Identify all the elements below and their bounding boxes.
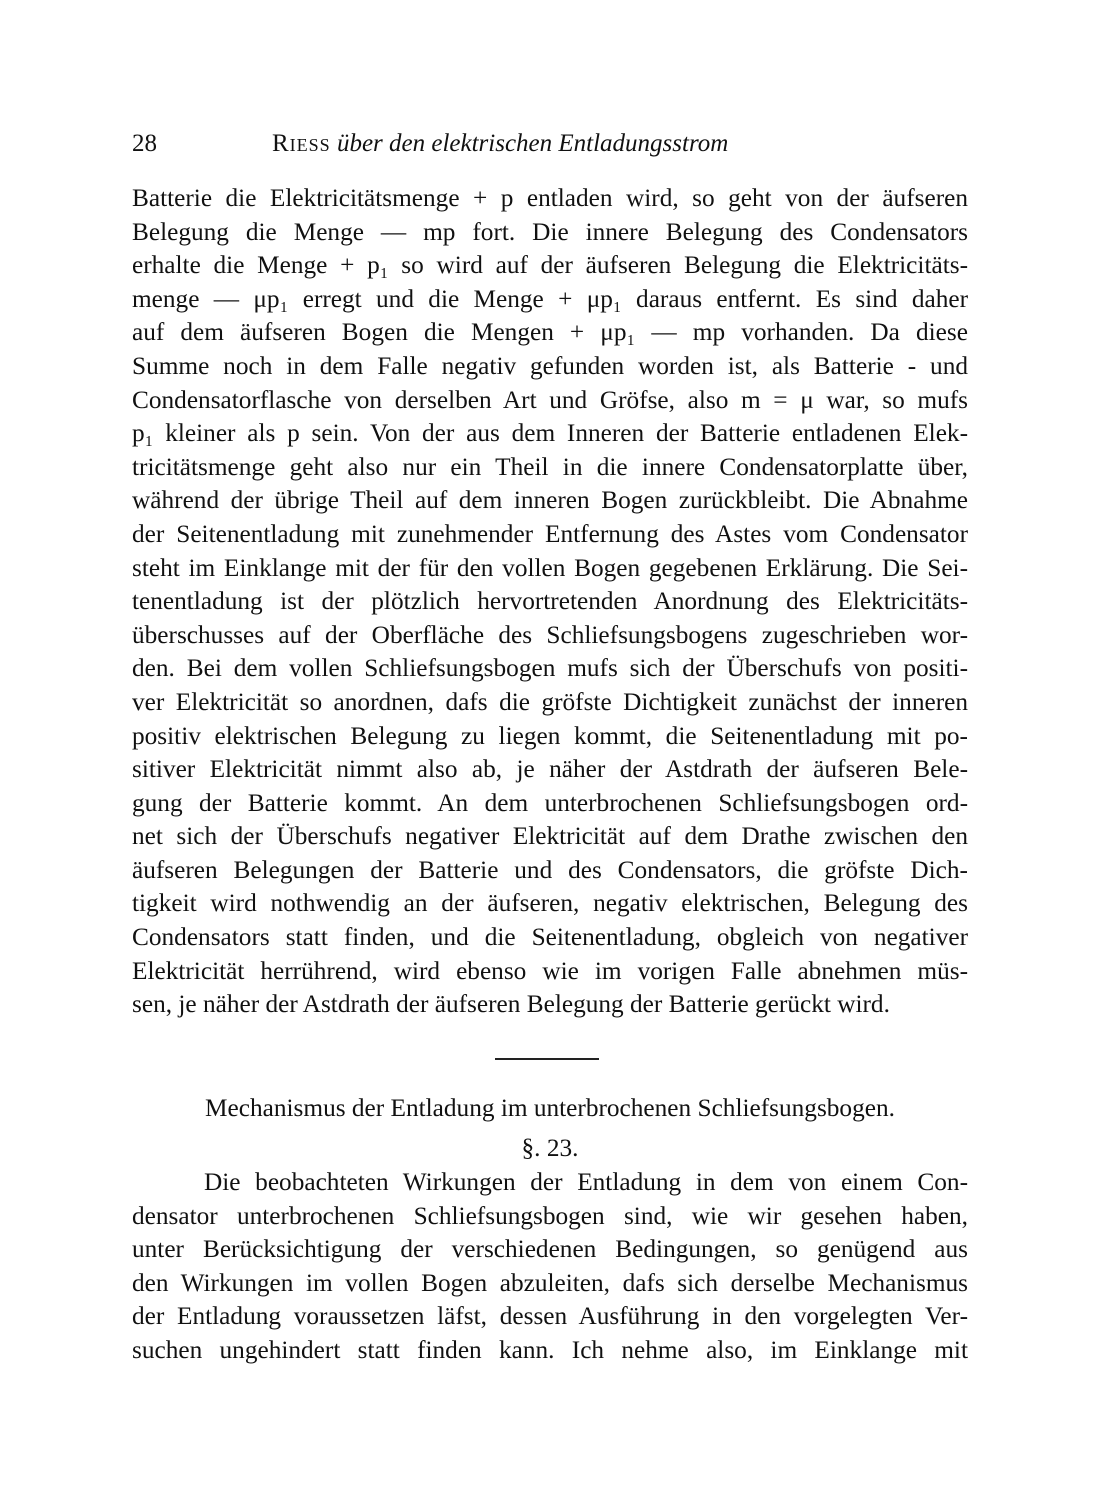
text-line: densator unterbrochenen Schliefsungsbogen sind, wie wir gesehen haben, (132, 1201, 968, 1230)
text-line: den Wirkungen im vollen Bogen abzuleiten, dafs sich derselbe Mechanismus (132, 1268, 968, 1297)
paragraph-2 (132, 1166, 968, 1368)
text-line: sen, je näher der Astdrath der äufseren Belegung der Batterie gerückt wird. (132, 990, 890, 1019)
text-line: tigkeit wird nothwendig an der äufseren, negativ elektrischen, Belegung des (132, 889, 968, 918)
section-number: §. 23. (521, 1134, 579, 1162)
text-line: sitiver Elektricität nimmt also ab, je näher der Astdrath der äufseren Bele- (132, 755, 968, 784)
section-divider (495, 1058, 599, 1060)
text-line: äufseren Belegungen der Batterie und des Condensators, die gröfste Dich- (132, 855, 968, 884)
running-title (272, 130, 728, 158)
article-title: über den elektrischen Entladungsstrom (336, 130, 729, 157)
text-line: während der übrige Theil auf dem inneren Bogen zurückbleibt. Die Abnahme (132, 486, 968, 515)
text-line: unter Berücksichtigung der verschiedenen Bedingungen, so genügend aus (132, 1235, 968, 1264)
text-line: suchen ungehindert statt finden kann. Ich nehme also, im Einklange mit (132, 1335, 968, 1364)
text-line: den. Bei dem vollen Schliefsungsbogen mufs sich der Überschufs von positi- (132, 654, 968, 683)
text-line: Condensators statt finden, und die Seitenentladung, obgleich von negativer (132, 923, 968, 952)
paragraph-1 (132, 182, 968, 1022)
author-name: Riess (272, 130, 331, 157)
section-heading: Mechanismus der Entladung im unterbrochenen Schliefsungsbogen. (205, 1094, 895, 1122)
text-line: tenentladung ist der plötzlich hervortretenden Anordnung des Elektricitäts- (132, 587, 968, 616)
text-line: gung der Batterie kommt. An dem unterbrochenen Schliefsungsbogen ord- (132, 788, 968, 817)
text-line: p₁ kleiner als p sein. Von der aus dem Inneren der Batterie entladenen Elek- (132, 419, 968, 448)
text-line: Elektricität herrührend, wird ebenso wie im vorigen Falle abnehmen müs- (132, 956, 968, 985)
text-line: der Seitenentladung mit zunehmender Entfernung des Astes vom Condensator (132, 519, 968, 548)
text-line: Summe noch in dem Falle negativ gefunden worden ist, als Batterie - und (132, 351, 968, 380)
text-line: menge — μp₁ erregt und die Menge + μp₁ daraus entfernt. Es sind daher (132, 284, 968, 313)
text-line: Batterie die Elektricitätsmenge + p entladen wird, so geht von der äufseren (132, 184, 968, 212)
text-line: tricitätsmenge geht also nur ein Theil in die innere Condensatorplatte über, (132, 452, 968, 481)
page-number: 28 (132, 130, 157, 157)
text-line: überschusses auf der Oberfläche des Schliefsungsbogens zugeschrieben wor- (132, 620, 968, 649)
text-line: steht im Einklange mit der für den vollen Bogen gegebenen Erklärung. Die Sei- (132, 553, 968, 582)
text-line: ver Elektricität so anordnen, dafs die gröfste Dichtigkeit zunächst der inneren (132, 687, 968, 716)
text-line: Condensatorflasche von derselben Art und Gröfse, also m = μ war, so mufs (132, 385, 968, 414)
text-line: net sich der Überschufs negativer Elektricität auf dem Drathe zwischen den (132, 822, 968, 851)
text-line: erhalte die Menge + p₁ so wird auf der äufseren Belegung die Elektricitäts- (132, 251, 968, 280)
text-line: der Entladung voraussetzen läfst, dessen Ausführung in den vorgelegten Ver- (132, 1302, 968, 1331)
text-line: auf dem äufseren Bogen die Mengen + μp₁ — mp vorhanden. Da diese (132, 318, 968, 347)
text-line: Die beobachteten Wirkungen der Entladung in dem von einem Con- (204, 1168, 968, 1196)
text-line: Belegung die Menge — mp fort. Die innere Belegung des Condensators (132, 217, 968, 246)
text-line: positiv elektrischen Belegung zu liegen kommt, die Seitenentladung mit po- (132, 721, 968, 750)
running-header (132, 130, 968, 166)
